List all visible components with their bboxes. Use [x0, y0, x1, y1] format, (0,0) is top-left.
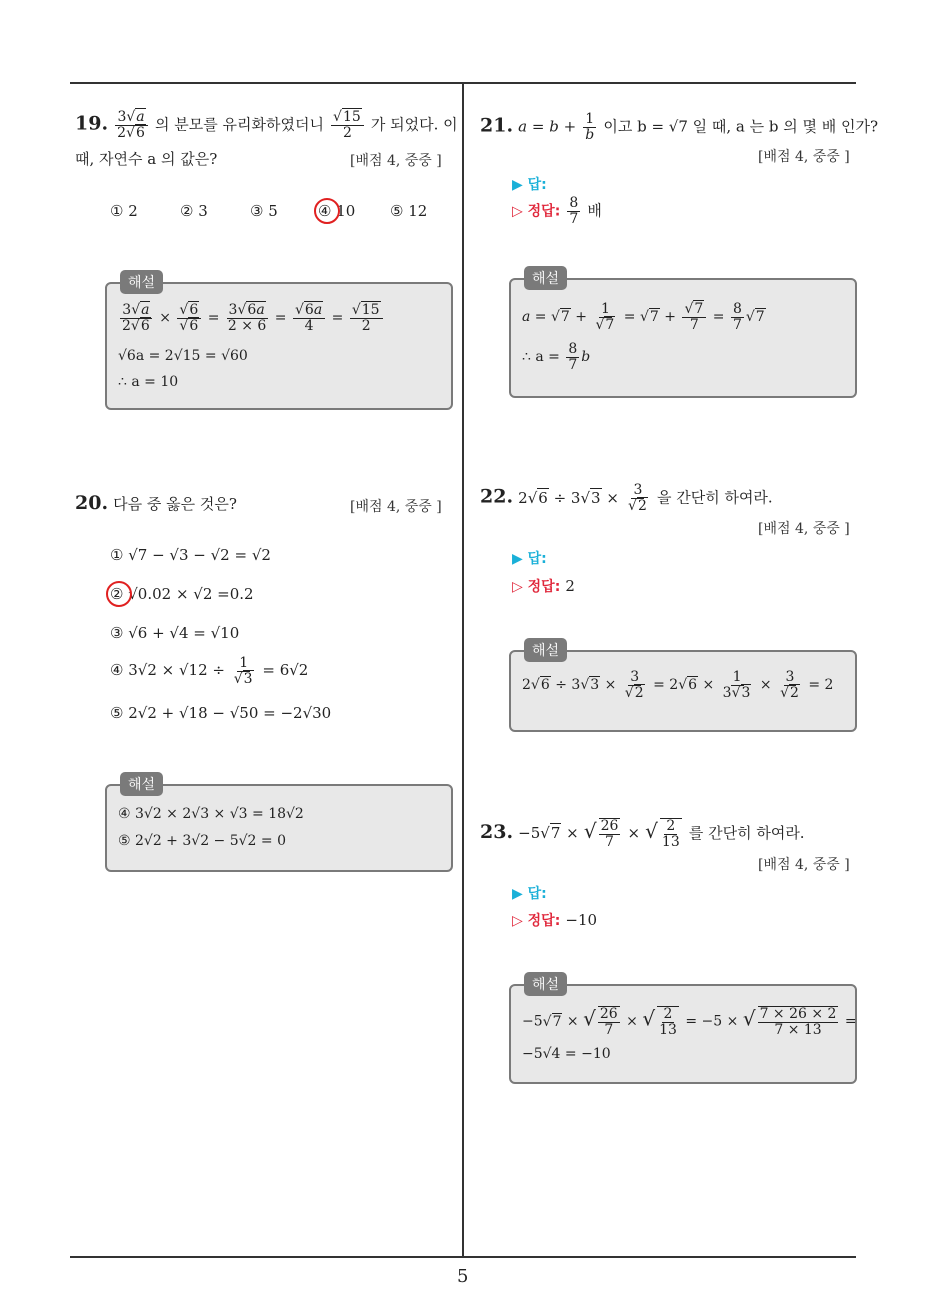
- fraction: $\frac{1}{√3}$: [233, 655, 253, 687]
- explanation-box: [105, 282, 453, 410]
- explanation-box: [105, 784, 453, 872]
- explanation-box: [509, 278, 857, 398]
- explanation-line: −5√7 × √ $\frac{26}{7}$ × √ $\frac{2}{13}$ = −5 × √ $\frac{7 \times 26 \times 2}{7 \times 13}$ =: [522, 1006, 857, 1038]
- question-text: 때, 자연수 a 의 값은?: [75, 150, 218, 168]
- fraction: $\frac{8}{7}$: [569, 195, 579, 227]
- correct-answer: [512, 196, 602, 226]
- question-text: 의 분모를 유리화하였더니: [155, 115, 324, 134]
- explanation-line: 2√6 ÷ 3√3 × $\frac{3}{√2}$ = 2√6 × $\frac{1}{3√3}$ × $\frac{3}{√2}$ = 2: [522, 669, 834, 701]
- score-meta: [배점 4, 중중 ]: [350, 499, 442, 515]
- answer-label: ▶ 답:: [512, 177, 547, 193]
- bottom-rule: [70, 1256, 856, 1258]
- explanation-tag: 해설: [524, 638, 567, 662]
- column-divider: [462, 83, 464, 1258]
- correct-value: −10: [565, 911, 598, 929]
- option-3[interactable]: ③ √6 + √4 = √10: [110, 624, 240, 642]
- explanation-tag: 해설: [120, 270, 163, 294]
- question-number: 23.: [480, 821, 514, 844]
- score-meta: [배점 4, 중중 ]: [758, 521, 850, 537]
- question-text: 를 간단히 하여라.: [688, 824, 805, 843]
- option-4[interactable]: [110, 656, 308, 686]
- correct-label: ▷ 정답:: [512, 579, 561, 595]
- option-2[interactable]: ② 3: [180, 202, 208, 220]
- fraction: $\frac{3}{√2}$: [628, 482, 647, 514]
- correct-answer: [512, 910, 597, 930]
- question-text: 을 간단히 하여라.: [656, 488, 773, 507]
- correct-label: ▷ 정답:: [512, 913, 561, 929]
- correct-value: 2: [565, 577, 575, 595]
- explanation-line: ⑤ 2√2 + 3√2 − 5√2 = 0: [118, 833, 287, 849]
- correct-answer: [512, 576, 575, 596]
- question-20: [75, 492, 237, 514]
- option-5[interactable]: ⑤ 12: [390, 202, 428, 220]
- question-number: 22.: [480, 485, 514, 508]
- question-text: 다음 중 옳은 것은?: [113, 495, 237, 513]
- explanation-tag: 해설: [120, 772, 163, 796]
- fraction: $\frac{3√a}{2√6}$: [115, 110, 148, 140]
- option-1[interactable]: ① 2: [110, 202, 138, 220]
- fraction: $\frac{1}{b}$: [585, 111, 595, 143]
- option-2[interactable]: ② √0.02 × √2 =0.2: [110, 585, 254, 603]
- page-number: 5: [457, 1266, 469, 1287]
- score-meta: [배점 4, 중중 ]: [758, 149, 850, 165]
- answer-circle-mark: [314, 198, 340, 224]
- explanation-line: ④ 3√2 × 2√3 × √3 = 18√2: [118, 806, 304, 822]
- explanation-tag: 해설: [524, 972, 567, 996]
- question-number: 21.: [480, 114, 514, 137]
- score-meta: [배점 4, 중중 ]: [350, 153, 442, 169]
- explanation-line: a = √7 + $\frac{1}{√7}$ = √7 + $\frac{√7}{7}$ = $\frac{8}{7}$ √7: [522, 301, 765, 333]
- question-text: 가 되었다. 이: [370, 115, 458, 134]
- question-number: 19.: [75, 112, 109, 135]
- answer-circle-mark: [106, 581, 132, 607]
- question-number: 20.: [75, 492, 109, 514]
- option-text: = 6√2: [262, 661, 309, 680]
- question-22: 22. 2√6 ÷ 3√3 × $\frac{3}{√2}$ 을 간단히 하여라.: [480, 482, 773, 514]
- question-19: [75, 110, 458, 140]
- explanation-line: ∴ a = $\frac{8}{7}$ b: [522, 341, 591, 373]
- explanation-line: ∴ a = 10: [118, 374, 179, 390]
- question-text: 이고 b = √7 일 때, a 는 b 의 몇 배 인가?: [603, 117, 879, 136]
- score-meta: [배점 4, 중중 ]: [758, 857, 850, 873]
- correct-label: ▷ 정답:: [512, 203, 561, 220]
- answer-label: ▶ 답:: [512, 886, 547, 902]
- question-23: 23. −5√7 × √ $\frac{26}{7}$ × √ $\frac{2}{13}$ 를 간단히 하여라.: [480, 818, 805, 850]
- option-3[interactable]: ③ 5: [250, 202, 278, 220]
- option-text: ④ 3√2 × √12 ÷: [110, 661, 225, 680]
- explanation-tag: 해설: [524, 266, 567, 290]
- explanation-line: −5√4 = −10: [522, 1046, 611, 1062]
- option-4[interactable]: ④ 10: [318, 202, 356, 220]
- correct-unit: 배: [587, 201, 602, 220]
- answer-label: ▶ 답:: [512, 551, 547, 567]
- question-21: 21. a = b + $\frac{1}{b}$ 이고 b = √7 일 때, a 는 b 의 몇 배 인가?: [480, 111, 879, 143]
- option-1[interactable]: ① √7 − √3 − √2 = √2: [110, 546, 271, 564]
- explanation-line: $\frac{3√a}{2√6}$ × $\frac{√6}{√6}$ = $\frac{3√6a}{2 \times 6}$ = $\frac{√6a}{4}$ = $\frac{√15}{2}$: [118, 303, 385, 333]
- explanation-line: √6a = 2√15 = √60: [118, 348, 248, 364]
- option-5[interactable]: ⑤ 2√2 + √18 − √50 = −2√30: [110, 704, 332, 722]
- fraction: $\frac{√15}{2}$: [331, 110, 364, 140]
